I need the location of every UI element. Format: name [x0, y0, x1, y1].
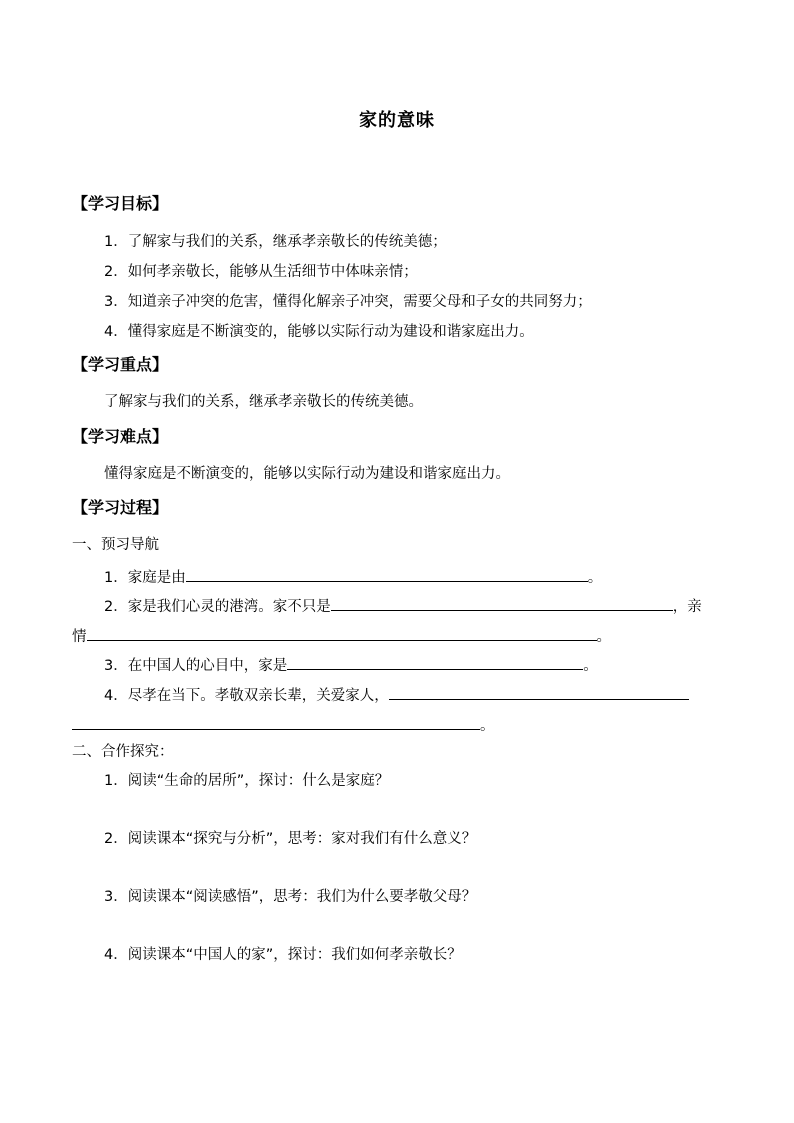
answer-blank-2a[interactable]	[331, 595, 673, 611]
goal-item-4: 4．懂得家庭是不断演变的，能够以实际行动为建设和谐家庭出力。	[104, 324, 534, 340]
explore-section-title: 二、合作探究：	[72, 744, 174, 760]
question-4-prefix: 4．尽孝在当下。孝敬双亲长辈，关爱家人，	[104, 688, 389, 704]
answer-blank-4a[interactable]	[389, 684, 689, 700]
preview-question-1	[104, 566, 602, 588]
question-3-suffix: 。	[583, 658, 598, 674]
page-title: 家的意味	[359, 110, 435, 131]
goal-item-3: 3．知道亲子冲突的危害，懂得化解亲子冲突，需要父母和子女的共同努力；	[104, 294, 592, 310]
question-2-suffix: 。	[596, 629, 611, 645]
preview-question-4	[104, 684, 689, 706]
question-1-prefix: 1．家庭是由	[104, 570, 186, 586]
answer-blank-3[interactable]	[287, 654, 583, 670]
answer-blank-4b[interactable]	[72, 714, 480, 730]
preview-question-4-continued	[72, 714, 495, 736]
answer-blank-1[interactable]	[186, 566, 588, 582]
goal-item-2: 2．如何孝亲敬长，能够从生活细节中体味亲情；	[104, 264, 418, 280]
difficulties-text: 懂得家庭是不断演变的，能够以实际行动为建设和谐家庭出力。	[104, 466, 510, 482]
explore-item-2: 2．阅读课本“探究与分析”，思考：家对我们有什么意义？	[104, 831, 477, 847]
goal-item-1: 1．了解家与我们的关系，继承孝亲敬长的传统美德；	[104, 234, 447, 250]
preview-section-title: 一、预习导航	[72, 537, 159, 553]
question-3-prefix: 3．在中国人的心目中，家是	[104, 658, 288, 674]
explore-item-1: 1．阅读“生命的居所”，探讨：什么是家庭？	[104, 773, 390, 789]
preview-question-2	[104, 595, 702, 617]
explore-item-4: 4．阅读课本“中国人的家”，探讨：我们如何孝亲敬长？	[104, 947, 462, 963]
explore-item-3: 3．阅读课本“阅读感悟”，思考：我们为什么要孝敬父母？	[104, 889, 477, 905]
heading-difficulties: 【学习难点】	[72, 427, 169, 446]
preview-question-2-continued	[72, 625, 611, 647]
heading-key-points: 【学习重点】	[72, 355, 169, 374]
heading-learning-goals: 【学习目标】	[72, 194, 169, 213]
question-4-suffix: 。	[480, 718, 495, 734]
question-2-prefix: 2．家是我们心灵的港湾。家不只是	[104, 599, 331, 615]
question-1-suffix: 。	[587, 570, 603, 586]
question-2-line2-prefix: 情	[72, 629, 87, 645]
answer-blank-2b[interactable]	[87, 625, 597, 641]
heading-learning-process: 【学习过程】	[72, 498, 169, 517]
question-2-mid: ，亲	[672, 599, 702, 615]
preview-question-3	[104, 654, 598, 676]
key-points-text: 了解家与我们的关系，继承孝亲敬长的传统美德。	[104, 394, 423, 410]
